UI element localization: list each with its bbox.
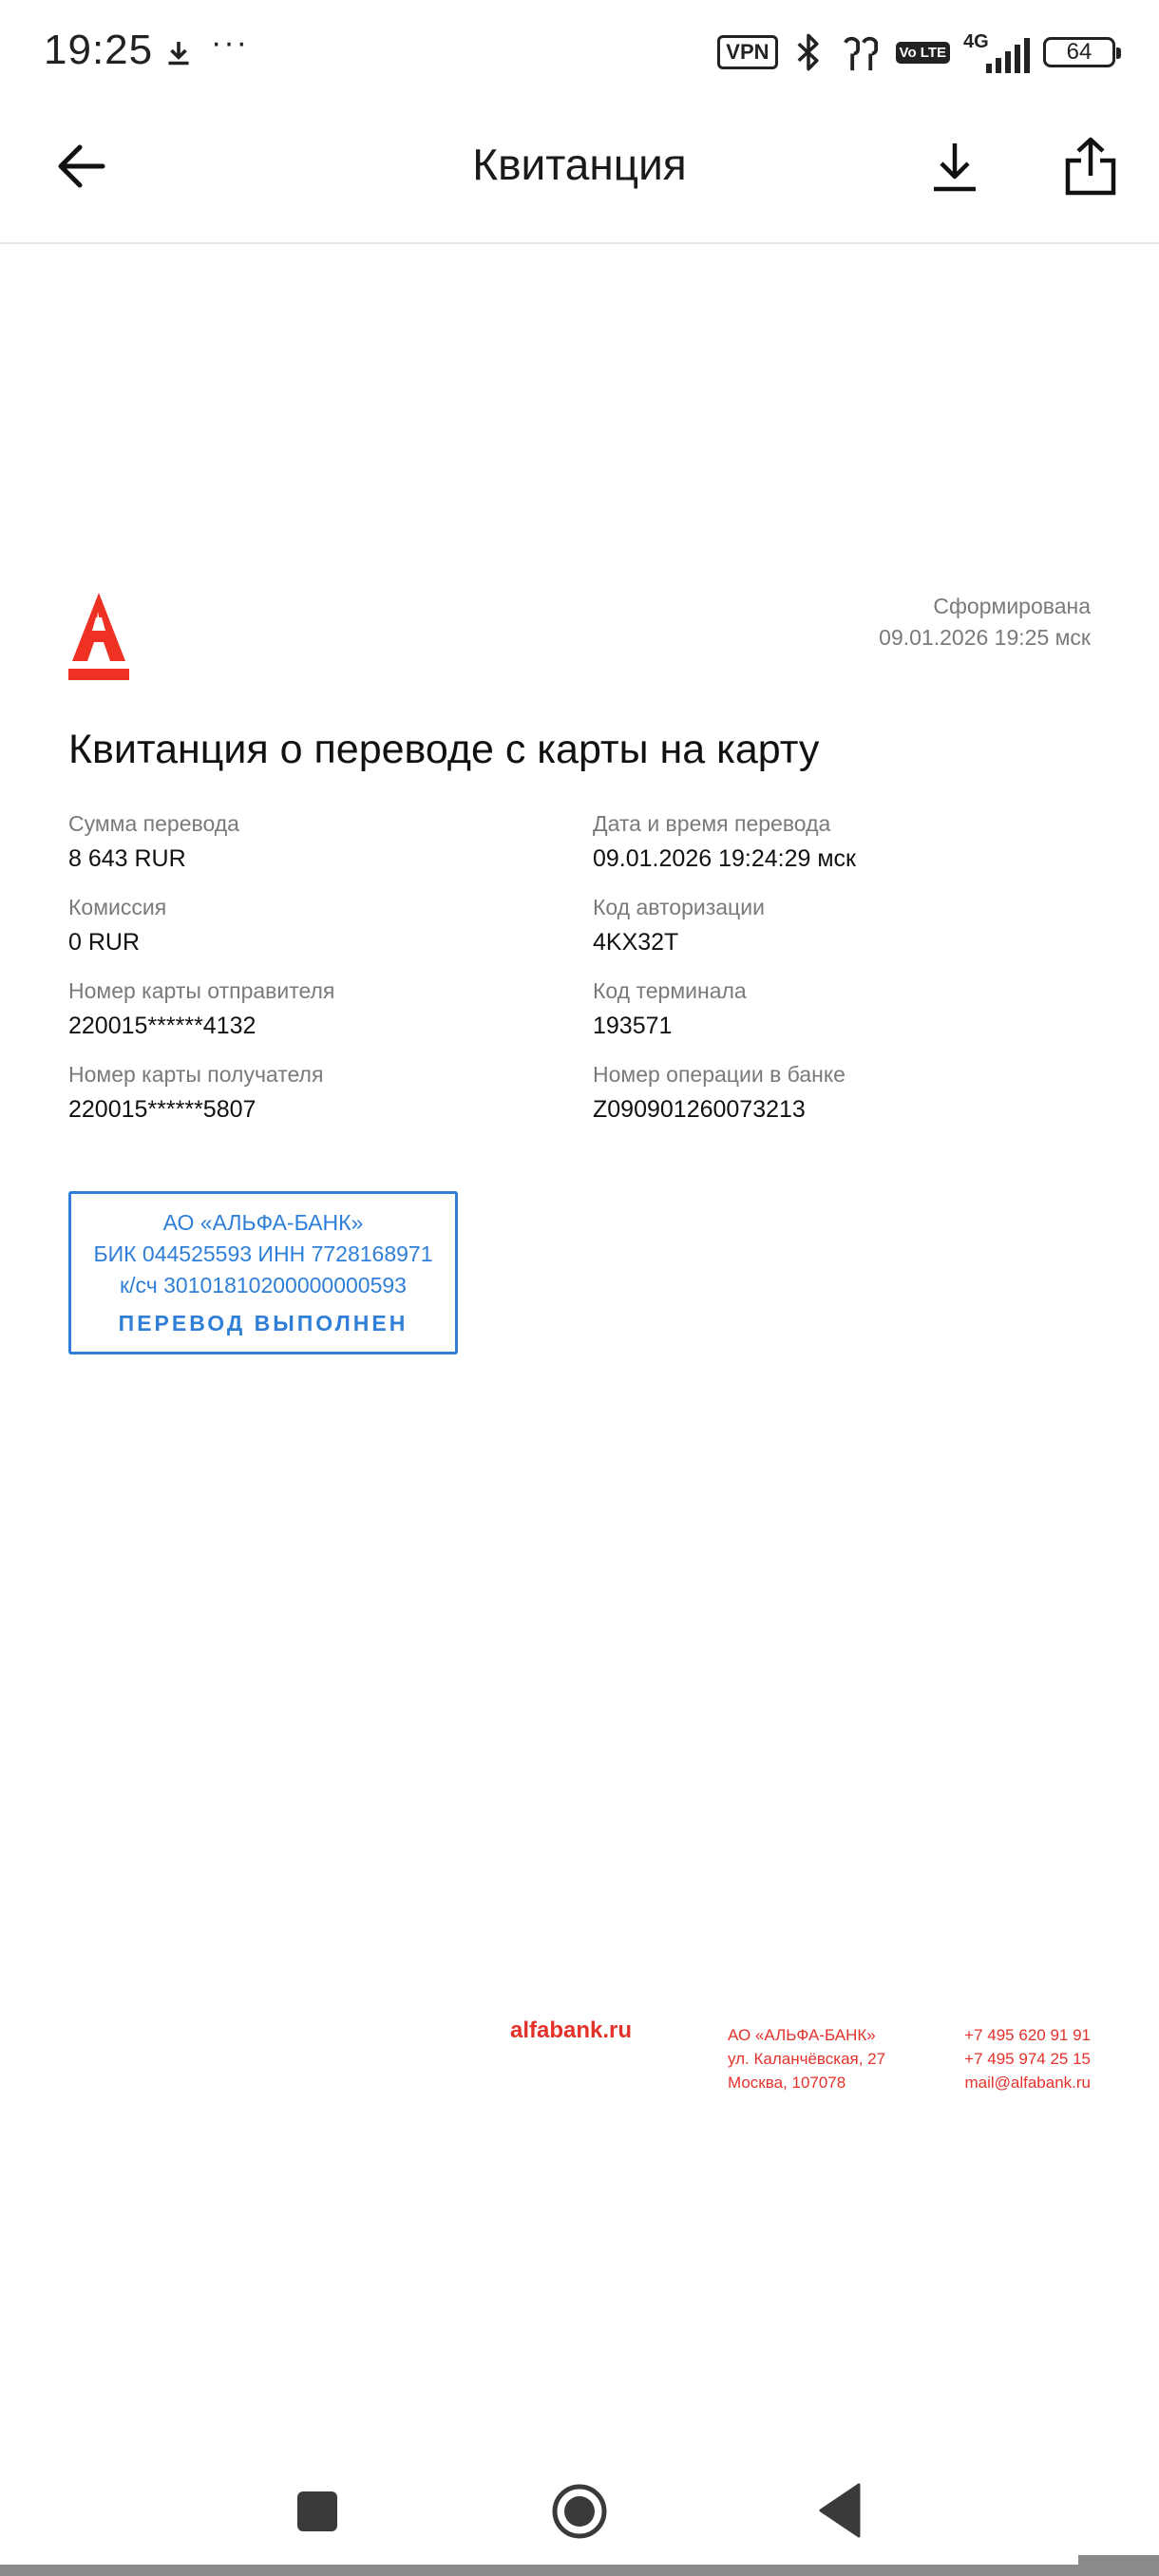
share-icon <box>1064 136 1117 197</box>
system-nav-bar <box>0 2460 1159 2555</box>
field-terminal-code <box>593 976 747 1043</box>
battery-icon: 64 <box>1043 37 1115 67</box>
receipt-title: Квитанция о переводе с карты на карту <box>68 727 820 772</box>
gesture-bar <box>0 2565 1159 2576</box>
stamp-text <box>71 1194 455 1336</box>
field-auth-code <box>593 893 765 959</box>
field-value: 4KX32T <box>593 929 679 956</box>
field-value: 0 RUR <box>68 929 141 956</box>
gesture-bar-end <box>1078 2555 1159 2576</box>
stamp-status: ПЕРЕВОД ВЫПОЛНЕН <box>118 1311 408 1335</box>
field-recipient-card <box>68 1060 323 1127</box>
alfa-bank-logo-icon <box>68 593 129 680</box>
stamp-bank-name: АО «АЛЬФА-БАНК» <box>162 1210 364 1235</box>
footer-address-line: ул. Каланчёвская, 27 <box>728 2050 886 2068</box>
signal-icon <box>963 33 1030 71</box>
field-label: Номер операции в банке <box>593 1062 846 1087</box>
field-label: Комиссия <box>68 895 167 919</box>
formed-label: Сформирована <box>933 594 1091 618</box>
status-time: 19:25 <box>44 27 154 73</box>
formed-info <box>879 591 1091 653</box>
download-notification-icon <box>162 36 196 70</box>
home-button[interactable] <box>551 2483 608 2540</box>
bluetooth-icon <box>791 31 826 73</box>
earbuds-icon <box>839 31 883 73</box>
field-operation-number <box>593 1060 846 1127</box>
recents-button[interactable] <box>297 2491 337 2531</box>
field-label: Дата и время перевода <box>593 811 831 836</box>
footer-phone: +7 495 974 25 15 <box>964 2050 1091 2068</box>
more-notifications-icon: ··· <box>211 25 249 61</box>
footer-address-line: Москва, 107078 <box>728 2074 846 2092</box>
bank-stamp <box>68 1191 458 1354</box>
stamp-bik-inn: БИК 044525593 ИНН 7728168971 <box>93 1241 433 1266</box>
field-value: 220015******5807 <box>68 1096 256 1123</box>
field-label: Код авторизации <box>593 895 765 919</box>
status-icons <box>717 28 1115 76</box>
footer-email: mail@alfabank.ru <box>964 2074 1091 2092</box>
field-commission <box>68 893 166 959</box>
footer-address-line: АО «АЛЬФА-БАНК» <box>728 2026 876 2044</box>
download-button[interactable] <box>917 128 993 204</box>
field-value: 193571 <box>593 1013 673 1039</box>
field-transfer-datetime <box>593 809 856 876</box>
stamp-account: к/сч 30101810200000000593 <box>120 1273 407 1297</box>
status-bar <box>0 0 1159 104</box>
share-button[interactable] <box>1053 128 1129 204</box>
vpn-icon: VPN <box>717 35 777 69</box>
field-value: 09.01.2026 19:24:29 мск <box>593 845 856 872</box>
app-bar <box>0 104 1159 244</box>
formed-datetime: 09.01.2026 19:25 мск <box>879 625 1091 650</box>
field-value: Z090901260073213 <box>593 1096 806 1123</box>
field-value: 220015******4132 <box>68 1013 256 1039</box>
footer-address <box>728 2023 885 2094</box>
field-value: 8 643 RUR <box>68 845 186 872</box>
field-label: Номер карты отправителя <box>68 978 335 1003</box>
field-label: Сумма перевода <box>68 811 239 836</box>
footer-website-link: alfabank.ru <box>510 2017 633 2043</box>
footer-contacts <box>964 2023 1091 2094</box>
network-type-label: 4G <box>963 31 989 52</box>
footer-phone: +7 495 620 91 91 <box>964 2026 1091 2044</box>
nav-back-button[interactable] <box>817 2483 861 2538</box>
field-label: Код терминала <box>593 978 747 1003</box>
field-transfer-amount <box>68 809 239 876</box>
download-icon <box>931 140 978 193</box>
volte-icon: Vo LTE <box>896 42 950 64</box>
field-label: Номер карты получателя <box>68 1062 324 1087</box>
field-sender-card <box>68 976 334 1043</box>
page-title: Квитанция <box>472 140 687 189</box>
